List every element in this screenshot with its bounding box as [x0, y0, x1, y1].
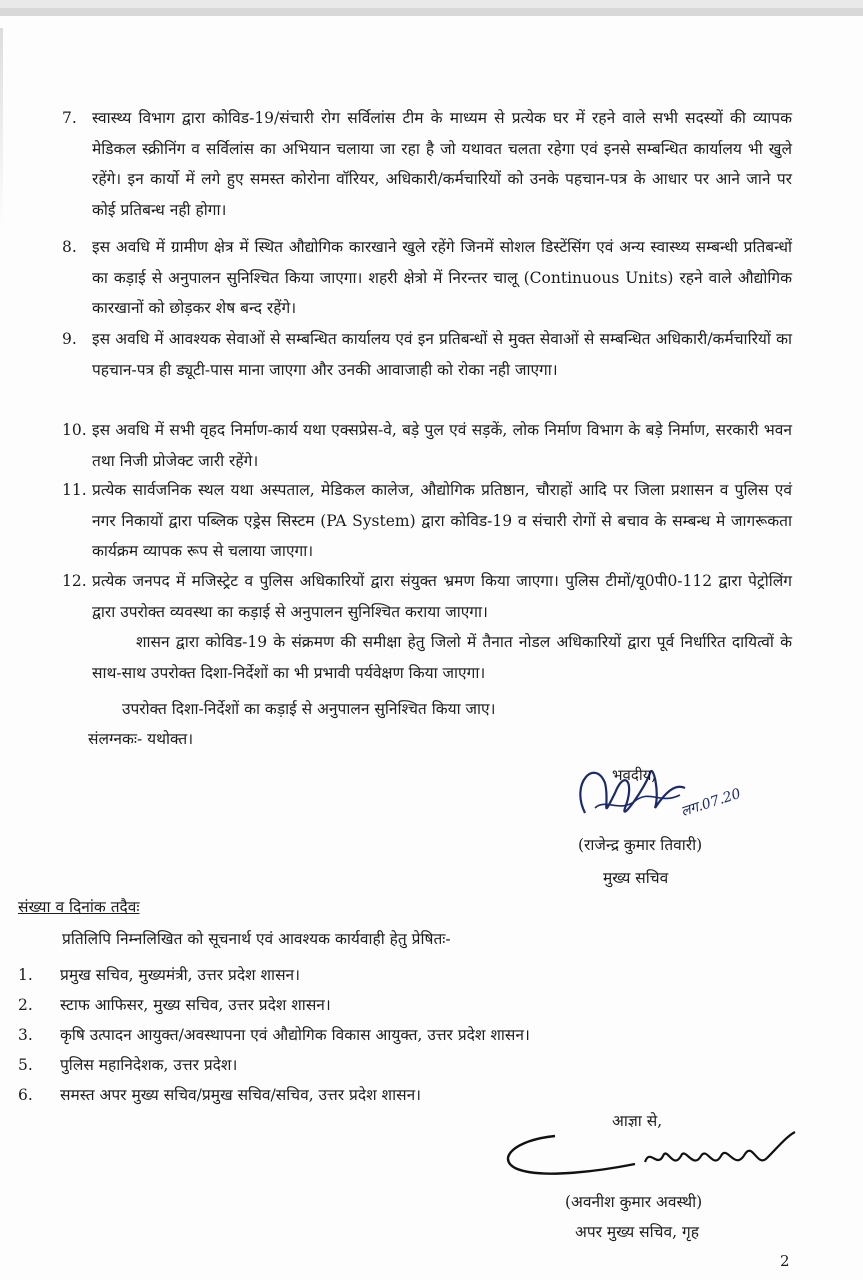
signatory-name-2: (अवनीश कुमार अवस्थी)	[565, 1193, 703, 1211]
signatory-designation-2: अपर मुख्य सचिव, गृह	[575, 1223, 699, 1241]
directive-text: स्वास्थ्य विभाग द्वारा कोविड-19/संचारी रोग सर्विलांस टीम के माध्यम से प्रत्येक घर में रहने वाले सभी सदस्यों की व्यापक मेडिकल स्क्रीनिंग व सर्विलांस का अभियान चलाया जा रहा है जो यथावत चलता रहेगा एवं इनसे सम्बन्धित कार्यालय भी खुले रहेंगे। इन कार्यो में लगे हुए समस्त कोरोना वॉरियर, अधिकारी/कर्मचारियों को उनके पहचान-पत्र के आधार पर आने जाने पर कोई प्रतिबन्ध नही होगा।	[92, 109, 792, 219]
compliance-line: उपरोक्त दिशा-निर्देशों का कड़ाई से अनुपालन सुनिश्चित किया जाए।	[122, 700, 496, 718]
directive-number: 7.	[62, 109, 77, 127]
signatory-designation: मुख्य सचिव	[603, 869, 669, 887]
directive-number: 8.	[62, 238, 77, 256]
directive-text: इस अवधि में आवश्यक सेवाओं से सम्बन्धित कार्यालय एवं इन प्रतिबन्धों से मुक्त सेवाओं से सम्बन्धित अधिकारी/कर्मचारियों का पहचान-पत्र ही ड्यूटी-पास माना जाएगा और उनकी आवाजाही को रोका नही जाएगा।	[92, 330, 792, 379]
list-item	[18, 1053, 237, 1077]
directive-number: 10.	[62, 421, 87, 439]
signature-date-scribble: लग.07.20	[679, 785, 743, 821]
directive-item-12	[62, 566, 792, 627]
list-number: 5.	[18, 1056, 33, 1074]
directive-text: प्रत्येक जनपद में मजिस्ट्रेट व पुलिस अधिकारियों द्वारा संयुक्त भ्रमण किया जाएगा। पुलिस टीमों/यू0पी0-112 द्वारा पेट्रोलिंग द्वारा उपरोक्त व्यवस्था का कड़ाई से अनुपालन सुनिश्चित कराया जाएगा।	[92, 572, 792, 621]
directive-number: 11.	[62, 481, 87, 499]
list-text: कृषि उत्पादन आयुक्त/अवस्थापना एवं औद्योगिक विकास आयुक्त, उत्तर प्रदेश शासन।	[60, 1026, 530, 1044]
directive-item-10	[62, 415, 792, 476]
reference-heading: संख्या व दिनांक तदैवः	[18, 898, 140, 916]
page-number: 2	[780, 1252, 790, 1270]
list-text: प्रमुख सचिव, मुख्यमंत्री, उत्तर प्रदेश शासन।	[60, 966, 301, 984]
list-item	[18, 1083, 421, 1107]
directive-text: इस अवधि में सभी वृहद निर्माण-कार्य यथा एक्सप्रेस-वे, बड़े पुल एवं सड़कें, लोक निर्माण विभाग के बड़े निर्माण, सरकारी भवन तथा निजी प्रोजेक्ट जारी रहेंगे।	[92, 421, 792, 470]
page-left-shadow	[0, 28, 3, 228]
list-text: पुलिस महानिदेशक, उत्तर प्रदेश।	[60, 1056, 238, 1074]
list-number: 3.	[18, 1026, 33, 1044]
copy-intro: प्रतिलिपि निम्नलिखित को सूचनार्थ एवं आवश्यक कार्यवाही हेतु प्रेषितः-	[62, 930, 451, 948]
directive-item-11	[62, 475, 792, 567]
monitoring-paragraph: शासन द्वारा कोविड-19 के संक्रमण की समीक्षा हेतु जिलो में तैनात नोडल अधिकारियों द्वारा पूर्व निर्धारित दायित्वों के साथ-साथ उपरोक्त दिशा-निर्देशों का भी प्रभावी पर्यवेक्षण किया जाएगा।	[92, 633, 792, 682]
enclosure-line: संलग्नकः- यथोक्त।	[88, 730, 194, 748]
list-item	[18, 1023, 530, 1047]
directive-text: प्रत्येक सार्वजनिक स्थल यथा अस्पताल, मेडिकल कालेज, औद्योगिक प्रतिष्ठान, चौराहों आदि पर जिला प्रशासन व पुलिस एवं नगर निकायों द्वारा पब्लिक एड्रेस सिस्टम (PA System) द्वारा कोविड-19 व संचारी रोगों से बचाव के सम्बन्ध मे जागरूकता कार्यक्रम व्यापक रूप से चलाया जाएगा।	[92, 481, 792, 560]
list-number: 1.	[18, 966, 33, 984]
order-closing: आज्ञा से,	[612, 1112, 663, 1130]
directive-item-7	[62, 103, 792, 225]
directive-item-8	[62, 232, 792, 324]
list-number: 2.	[18, 996, 33, 1014]
page-top-edge	[0, 8, 863, 16]
directive-number: 9.	[62, 330, 77, 348]
signatory-name: (राजेन्द्र कुमार तिवारी)	[578, 836, 703, 854]
document-page	[0, 8, 863, 1280]
list-text: स्टाफ आफिसर, मुख्य सचिव, उत्तर प्रदेश शासन।	[60, 996, 331, 1014]
closing-salutation: भवदीय,	[612, 766, 657, 784]
directive-number: 12.	[62, 572, 87, 590]
list-number: 6.	[18, 1086, 33, 1104]
directive-item-9	[62, 324, 792, 385]
list-item	[18, 963, 300, 987]
directive-text: इस अवधि में ग्रामीण क्षेत्र में स्थित औद्योगिक कारखाने खुले रहेंगे जिनमें सोशल डिस्टेंसिंग एवं अन्य स्वास्थ्य सम्बन्धी प्रतिबन्धों का कड़ाई से अनुपालन सुनिश्चित किया जाएगा। शहरी क्षेत्रो में निरन्तर चालू (Continuous Units) रहने वाले औद्योगिक कारखानों को छोड़कर शेष बन्द रहेंगे।	[92, 238, 792, 317]
signature-scribble-2	[495, 1128, 815, 1183]
list-text: समस्त अपर मुख्य सचिव/प्रमुख सचिव/सचिव, उत्तर प्रदेश शासन।	[60, 1086, 422, 1104]
list-item	[18, 993, 331, 1017]
